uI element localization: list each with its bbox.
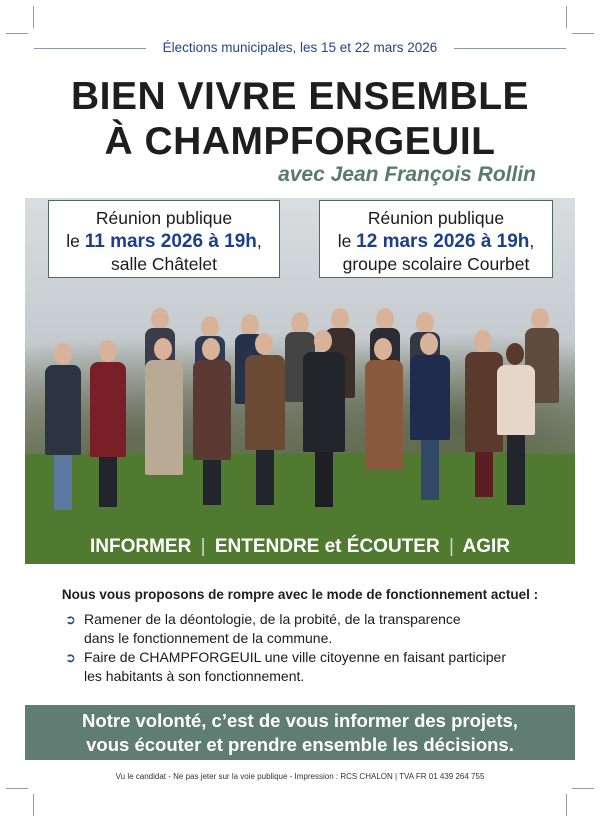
title-line-2: À CHAMPFORGEUIL	[104, 120, 496, 163]
arrow-right-circle-icon: ➲	[65, 612, 76, 627]
divider	[454, 48, 566, 49]
meeting-title: Réunion publique	[367, 208, 505, 228]
intro-text: Nous vous proposons de rompre avec le mode de fonctionnement actuel :	[61, 587, 539, 602]
bullet-line: Faire de CHAMPFORGEUIL une ville citoyenne en faisant participer	[84, 649, 506, 665]
slogan-banner	[25, 530, 575, 564]
crop-mark	[572, 33, 594, 34]
crop-mark	[566, 6, 567, 28]
meeting-date-line: le 11 mars 2026 à 19h,	[66, 231, 262, 252]
arrow-right-circle-icon: ➲	[65, 650, 76, 665]
commitment-callout	[25, 705, 575, 760]
slogan-separator: |	[200, 536, 206, 557]
bullet-line: les habitants à son fonctionnement.	[84, 668, 305, 684]
slogan-separator: |	[448, 536, 454, 557]
title-line-1: BIEN VIVRE ENSEMBLE	[70, 75, 530, 118]
crop-mark	[6, 33, 28, 34]
crop-mark	[33, 6, 34, 28]
crop-mark	[6, 788, 28, 789]
slogan-word: INFORMER	[90, 536, 192, 557]
meeting-box-2	[319, 200, 553, 278]
legal-footer: Vu le candidat - Ne pas jeter sur la voie publique - Impression : RCS CHALON | TVA FR 01 439 264 755	[115, 772, 485, 781]
meeting-box-1	[48, 200, 280, 278]
bullet-line: Ramener de la déontologie, de la probité, de la transparence	[84, 611, 461, 627]
meeting-place: salle Châtelet	[110, 254, 218, 274]
election-line	[34, 39, 566, 57]
callout-line: Notre volonté, c’est de vous informer des projets,	[82, 710, 518, 731]
election-dates: Élections municipales, les 15 et 22 mars 2026	[162, 40, 438, 55]
bullet-list	[65, 610, 545, 686]
crop-mark	[33, 794, 34, 816]
list-item	[65, 610, 545, 648]
meeting-date: 11 mars 2026 à 19h	[84, 231, 257, 252]
crop-mark	[566, 794, 567, 816]
crop-mark	[572, 788, 594, 789]
slogan-word: AGIR	[462, 536, 510, 557]
list-item	[65, 648, 545, 686]
meeting-title: Réunion publique	[95, 208, 233, 228]
bullet-line: dans le fonctionnement de la commune.	[84, 630, 333, 646]
meeting-place: groupe scolaire Courbet	[342, 254, 530, 274]
meeting-date: 12 mars 2026 à 19h	[356, 231, 530, 252]
slogan-word: ENTENDRE et ÉCOUTER	[214, 536, 440, 557]
callout-line: vous écouter et prendre ensemble les décisions.	[86, 734, 514, 755]
meeting-date-line: le 12 mars 2026 à 19h,	[337, 231, 535, 252]
candidate-subtitle: avec Jean François Rollin	[278, 163, 536, 186]
